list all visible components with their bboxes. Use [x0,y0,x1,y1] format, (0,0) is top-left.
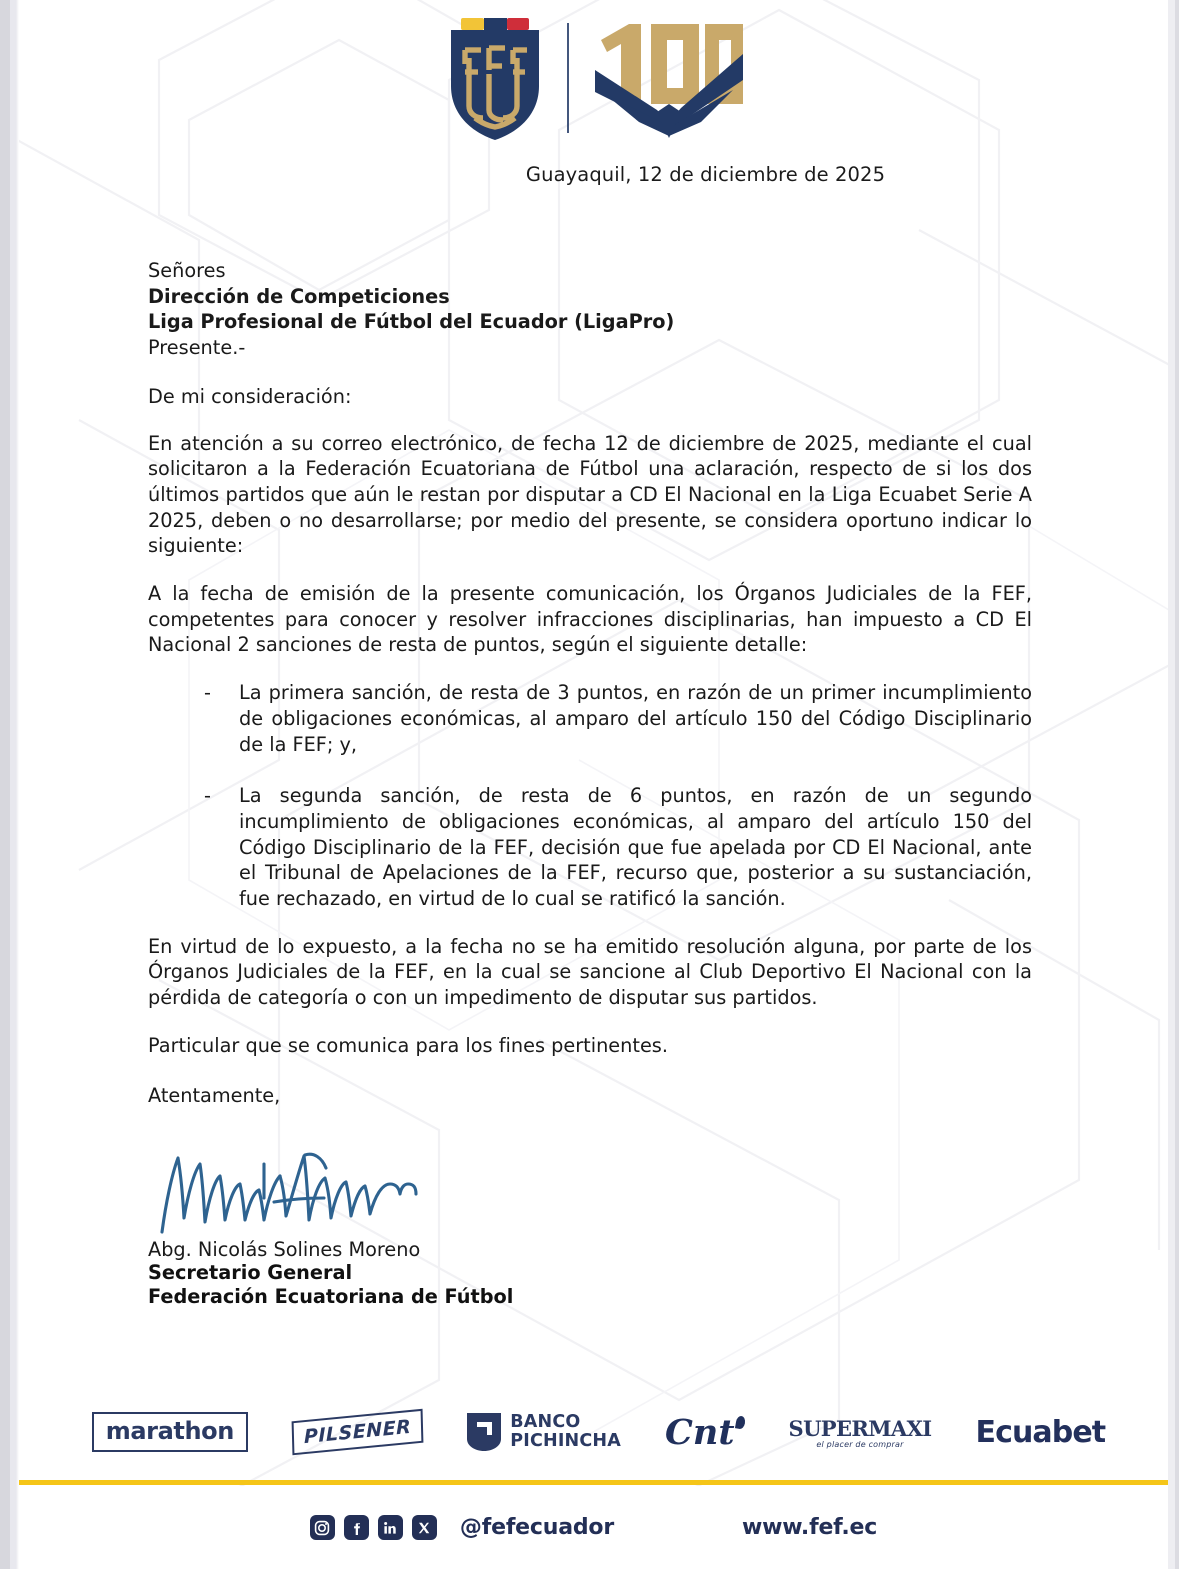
signature-entity: Federación Ecuatoriana de Fútbol [148,1284,514,1308]
sanctions-list [148,680,1032,912]
valediction: Atentamente, [148,1083,281,1107]
social-links [310,1515,614,1540]
letterhead [19,8,1168,148]
yellow-divider [19,1480,1168,1485]
banco-line-2: PICHINCHA [510,1431,622,1451]
list-item [148,783,1032,912]
paragraph-2: A la fecha de emisión de la presente comunicación, los Órganos Judiciales de la FEF, competentes para conocer y resolver infracciones disciplinarias, han impuesto a CD El Nacional 2 sanciones de resta de puntos, según el siguiente detalle: [148,582,1032,657]
signature-title: Secretario General [148,1261,353,1285]
banco-line-1: BANCO [510,1412,581,1432]
addressee-salutation: Señores [148,259,226,282]
letter-body [148,258,1032,1308]
closing-paragraph-2: Particular que se comunica para los fines pertinentes. [148,1033,668,1057]
letter-page [19,0,1168,1569]
social-handle[interactable]: @fefecuador [459,1515,614,1540]
cnt-logo [665,1412,744,1453]
supermaxi-tagline: el placer de comprar [816,1439,904,1449]
x-twitter-icon[interactable] [412,1515,437,1540]
signature-name: Abg. Nicolás Solines Moreno [148,1238,421,1262]
addressee-department: Dirección de Competiciones [148,284,450,308]
bullet-marker: - [204,784,211,808]
greeting: De mi consideración: [148,384,352,408]
supermaxi-logo [789,1416,932,1449]
closing-paragraph-1: En virtud de lo expuesto, a la fecha no se ha emitido resolución alguna, por parte de los Órganos Judiciales de la FEF, en la cual se sancione al Club Deportivo El Nacional con la pérdida de categoría o con un impedimento de disputar sus partidos. [148,934,1032,1010]
addressee-organization: Liga Profesional de Fútbol del Ecuador (LigaPro) [148,310,675,334]
letter-date-text: Guayaquil, 12 de diciembre de 2025 [525,163,886,186]
sponsor-ecuabet [976,1415,1106,1450]
website-url[interactable]: www.fef.ec [741,1515,878,1540]
signature-area [148,1130,448,1238]
page-footer [19,1486,1168,1569]
cnt-wordmark: Cnt [665,1411,735,1453]
handwritten-signature [156,1128,446,1236]
letter-date [19,163,1168,186]
paragraph-1: En atención a su correo electrónico, de fecha 12 de diciembre de 2025, mediante el cual solicitaron a la Federación Ecuatoriana de Fútbol una aclaración, respecto de si los dos últimos partidos que aún le restan por disputar a CD El Nacional en la Liga Ecuabet Serie A 2025, deben o no desarrollarse; por medio del presente, se considera oportuno indicar lo siguiente: [148,431,1032,558]
sponsor-cnt [665,1412,744,1453]
sanction-text-1: La primera sanción, de resta de 3 puntos, en razón de un primer incumplimiento de obligaciones económicas, al amparo del artículo 150 del Código Disciplinario de la FEF; y, [239,681,1032,756]
addressee-present: Presente.- [148,336,246,360]
bullet-marker: - [204,681,211,705]
sponsor-supermaxi [789,1416,932,1449]
ecuabet-logo: Ecuabet [975,1414,1106,1450]
sponsor-banco-pichincha [467,1413,621,1451]
linkedin-icon[interactable] [378,1515,403,1540]
fef-100-years-icon [595,18,743,138]
instagram-icon[interactable] [310,1515,335,1540]
supermaxi-wordmark: SUPERMAXI [788,1415,932,1441]
banco-pichincha-mark-icon [467,1413,501,1451]
sponsor-strip [19,1396,1168,1468]
addressee-block [148,258,1032,361]
banco-pichincha-wordmark [510,1413,621,1451]
cnt-dot-icon [734,1415,745,1429]
sanction-text-2: La segunda sanción, de resta de 6 puntos, en razón de un segundo incumplimiento de obligaciones económicas, al amparo del artículo 150 del Código Disciplinario de la FEF, decisión que fue apelada por CD El Nacional, ante el Tribunal de Apelaciones de la FEF, recurso que, posterior a su sustanciación, fue rechazado, en virtud de lo cual se ratificó la sanción. [239,784,1032,911]
logo-divider [567,23,569,133]
list-item [148,680,1032,757]
fef-shield-icon [445,14,545,142]
sponsor-pilsener [292,1415,423,1449]
facebook-icon[interactable] [344,1515,369,1540]
pilsener-logo: PILSENER [291,1409,423,1456]
marathon-logo: marathon [92,1412,248,1452]
sponsor-marathon [92,1412,248,1452]
